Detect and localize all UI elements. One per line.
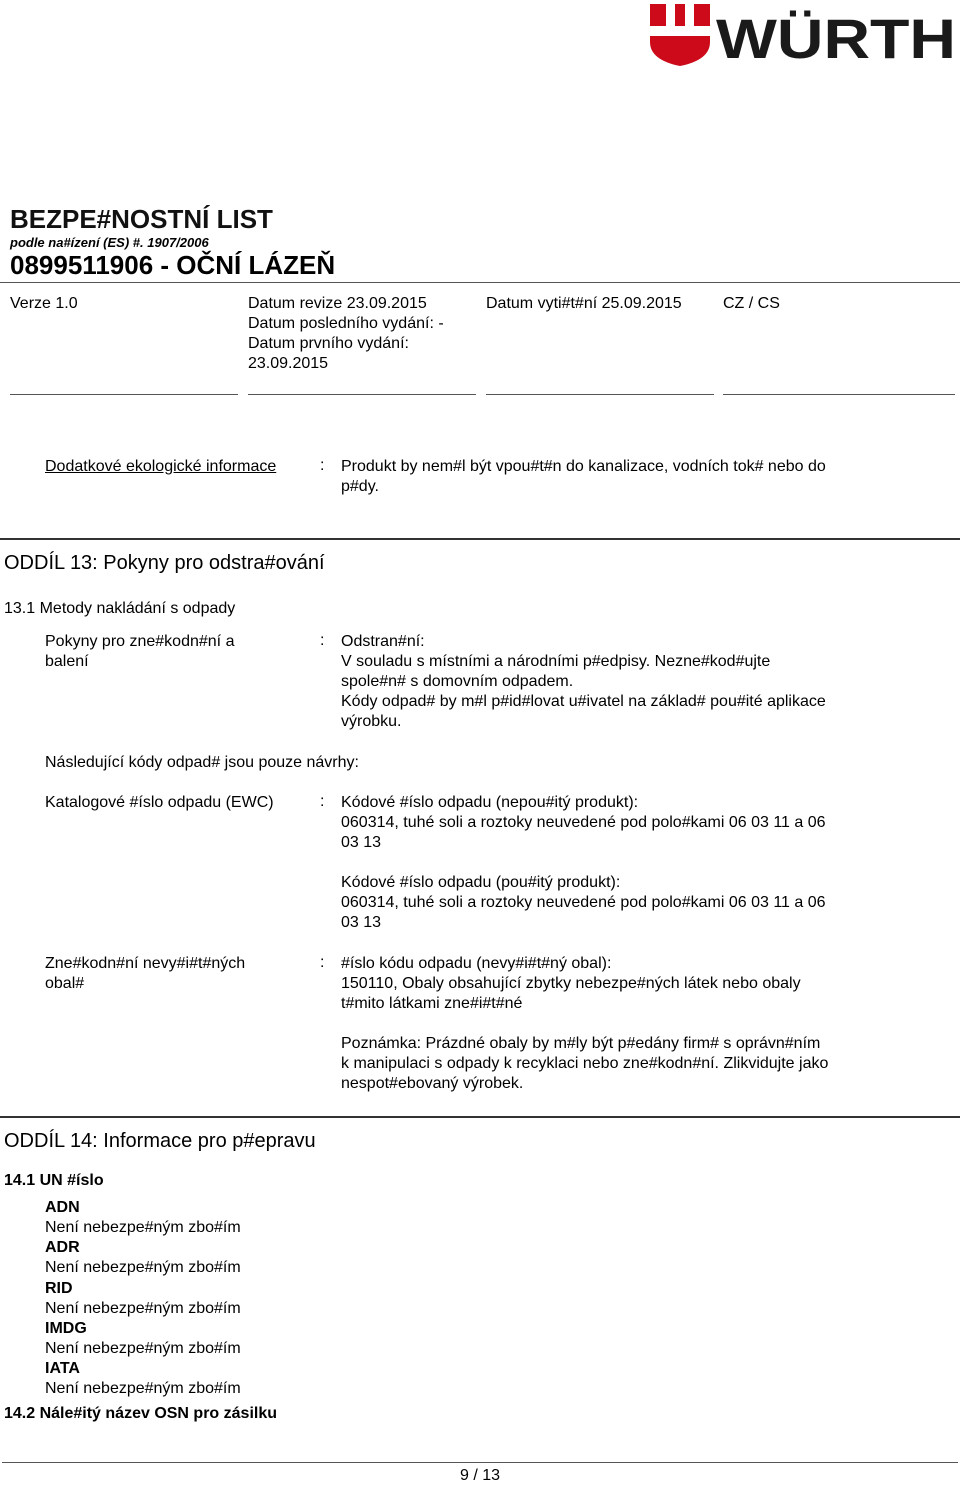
section-13-title: ODDÍL 13: Pokyny pro odstra#ování <box>4 552 325 574</box>
footer-divider <box>2 1462 958 1463</box>
first-issue-date: 23.09.2015 <box>248 355 329 372</box>
ewc-line: 060314, tuhé soli a roztoky neuvedené pod polo#kami 06 03 11 a 06 <box>341 894 826 911</box>
product-name: 0899511906 - OČNÍ LÁZEŇ <box>10 250 336 280</box>
document-title: BEZPE#NOSTNÍ LIST <box>10 204 273 234</box>
eco-info-line: p#dy. <box>341 478 379 495</box>
eco-info-label: Dodatkové ekologické informace <box>45 458 277 475</box>
ewc-label: Katalogové #íslo odpadu (EWC) <box>45 794 274 811</box>
meta-divider <box>486 394 714 395</box>
transport-mode: ADN <box>45 1199 80 1216</box>
transport-value: Není nebezpe#ným zbo#ím <box>45 1219 241 1236</box>
ewc-line: 03 13 <box>341 834 382 851</box>
disposal-label: balení <box>45 653 89 670</box>
packaging-line: t#mito látkami zne#i#t#né <box>341 995 523 1012</box>
waste-codes-note: Následující kódy odpad# jsou pouze návrhy: <box>45 754 359 771</box>
packaging-line: 150110, Obaly obsahující zbytky nebezpe#ných látek nebo obaly <box>341 975 801 992</box>
packaging-line: nespot#ebovaný výrobek. <box>341 1075 524 1092</box>
transport-value: Není nebezpe#ným zbo#ím <box>45 1340 241 1357</box>
disposal-line: výrobku. <box>341 713 402 730</box>
version: Verze 1.0 <box>10 295 78 312</box>
first-issue-label: Datum prvního vydání: <box>248 335 409 352</box>
colon: : <box>320 457 325 474</box>
transport-value: Není nebezpe#ným zbo#ím <box>45 1259 241 1276</box>
header-divider <box>0 282 960 283</box>
transport-mode: IMDG <box>45 1320 87 1337</box>
locale: CZ / CS <box>723 295 780 312</box>
section-divider <box>0 538 960 540</box>
transport-mode: IATA <box>45 1360 80 1377</box>
eco-info-line: Produkt by nem#l být vpou#t#n do kanalizace, vodních tok# nebo do <box>341 458 826 475</box>
disposal-label: Pokyny pro zne#kodn#ní a <box>45 633 235 650</box>
packaging-label: obal# <box>45 975 85 992</box>
disposal-line: spole#n# s domovním odpadem. <box>341 673 574 690</box>
colon: : <box>320 632 325 649</box>
ewc-line: 03 13 <box>341 914 382 931</box>
regulation-subtitle: podle na#ízení (ES) #. 1907/2006 <box>10 235 209 250</box>
meta-divider <box>723 394 955 395</box>
packaging-line: Poznámka: Prázdné obaly by m#ly být p#edány firm# s oprávn#ním <box>341 1035 821 1052</box>
section-14-2-heading: 14.2 Nále#itý název OSN pro zásilku <box>4 1405 278 1422</box>
section-14-title: ODDÍL 14: Informace pro p#epravu <box>4 1130 316 1152</box>
packaging-label: Zne#kodn#ní nevy#i#t#ných <box>45 955 246 972</box>
ewc-line: Kódové #íslo odpadu (nepou#itý produkt): <box>341 794 639 811</box>
section-13-1-heading: 13.1 Metody nakládání s odpady <box>4 600 236 617</box>
transport-mode: ADR <box>45 1239 80 1256</box>
transport-value: Není nebezpe#ným zbo#ím <box>45 1380 241 1397</box>
svg-text:WÜRTH: WÜRTH <box>716 7 956 68</box>
transport-value: Není nebezpe#ným zbo#ím <box>45 1300 241 1317</box>
ewc-line: Kódové #íslo odpadu (pou#itý produkt): <box>341 874 621 891</box>
ewc-line: 060314, tuhé soli a roztoky neuvedené pod polo#kami 06 03 11 a 06 <box>341 814 826 831</box>
disposal-line: Odstran#ní: <box>341 633 425 650</box>
disposal-line: V souladu s místními a národními p#edpisy. Nezne#kod#ujte <box>341 653 771 670</box>
meta-divider <box>248 394 476 395</box>
section-divider <box>0 1116 960 1118</box>
packaging-line: #íslo kódu odpadu (nevy#i#t#ný obal): <box>341 955 612 972</box>
print-date: Datum vyti#t#ní 25.09.2015 <box>486 295 682 312</box>
transport-mode: RID <box>45 1280 73 1297</box>
last-issue-date: Datum posledního vydání: - <box>248 315 444 332</box>
disposal-line: Kódy odpad# by m#l p#id#lovat u#ivatel na základ# pou#ité aplikace <box>341 693 826 710</box>
revision-date: Datum revize 23.09.2015 <box>248 295 427 312</box>
colon: : <box>320 793 325 810</box>
colon: : <box>320 954 325 971</box>
packaging-line: k manipulaci s odpady k recyklaci nebo zne#kodn#ní. Zlikvidujte jako <box>341 1055 829 1072</box>
meta-divider <box>10 394 238 395</box>
wurth-logo <box>648 2 960 68</box>
page-number: 9 / 13 <box>459 1467 501 1484</box>
section-14-1-heading: 14.1 UN #íslo <box>4 1172 104 1189</box>
